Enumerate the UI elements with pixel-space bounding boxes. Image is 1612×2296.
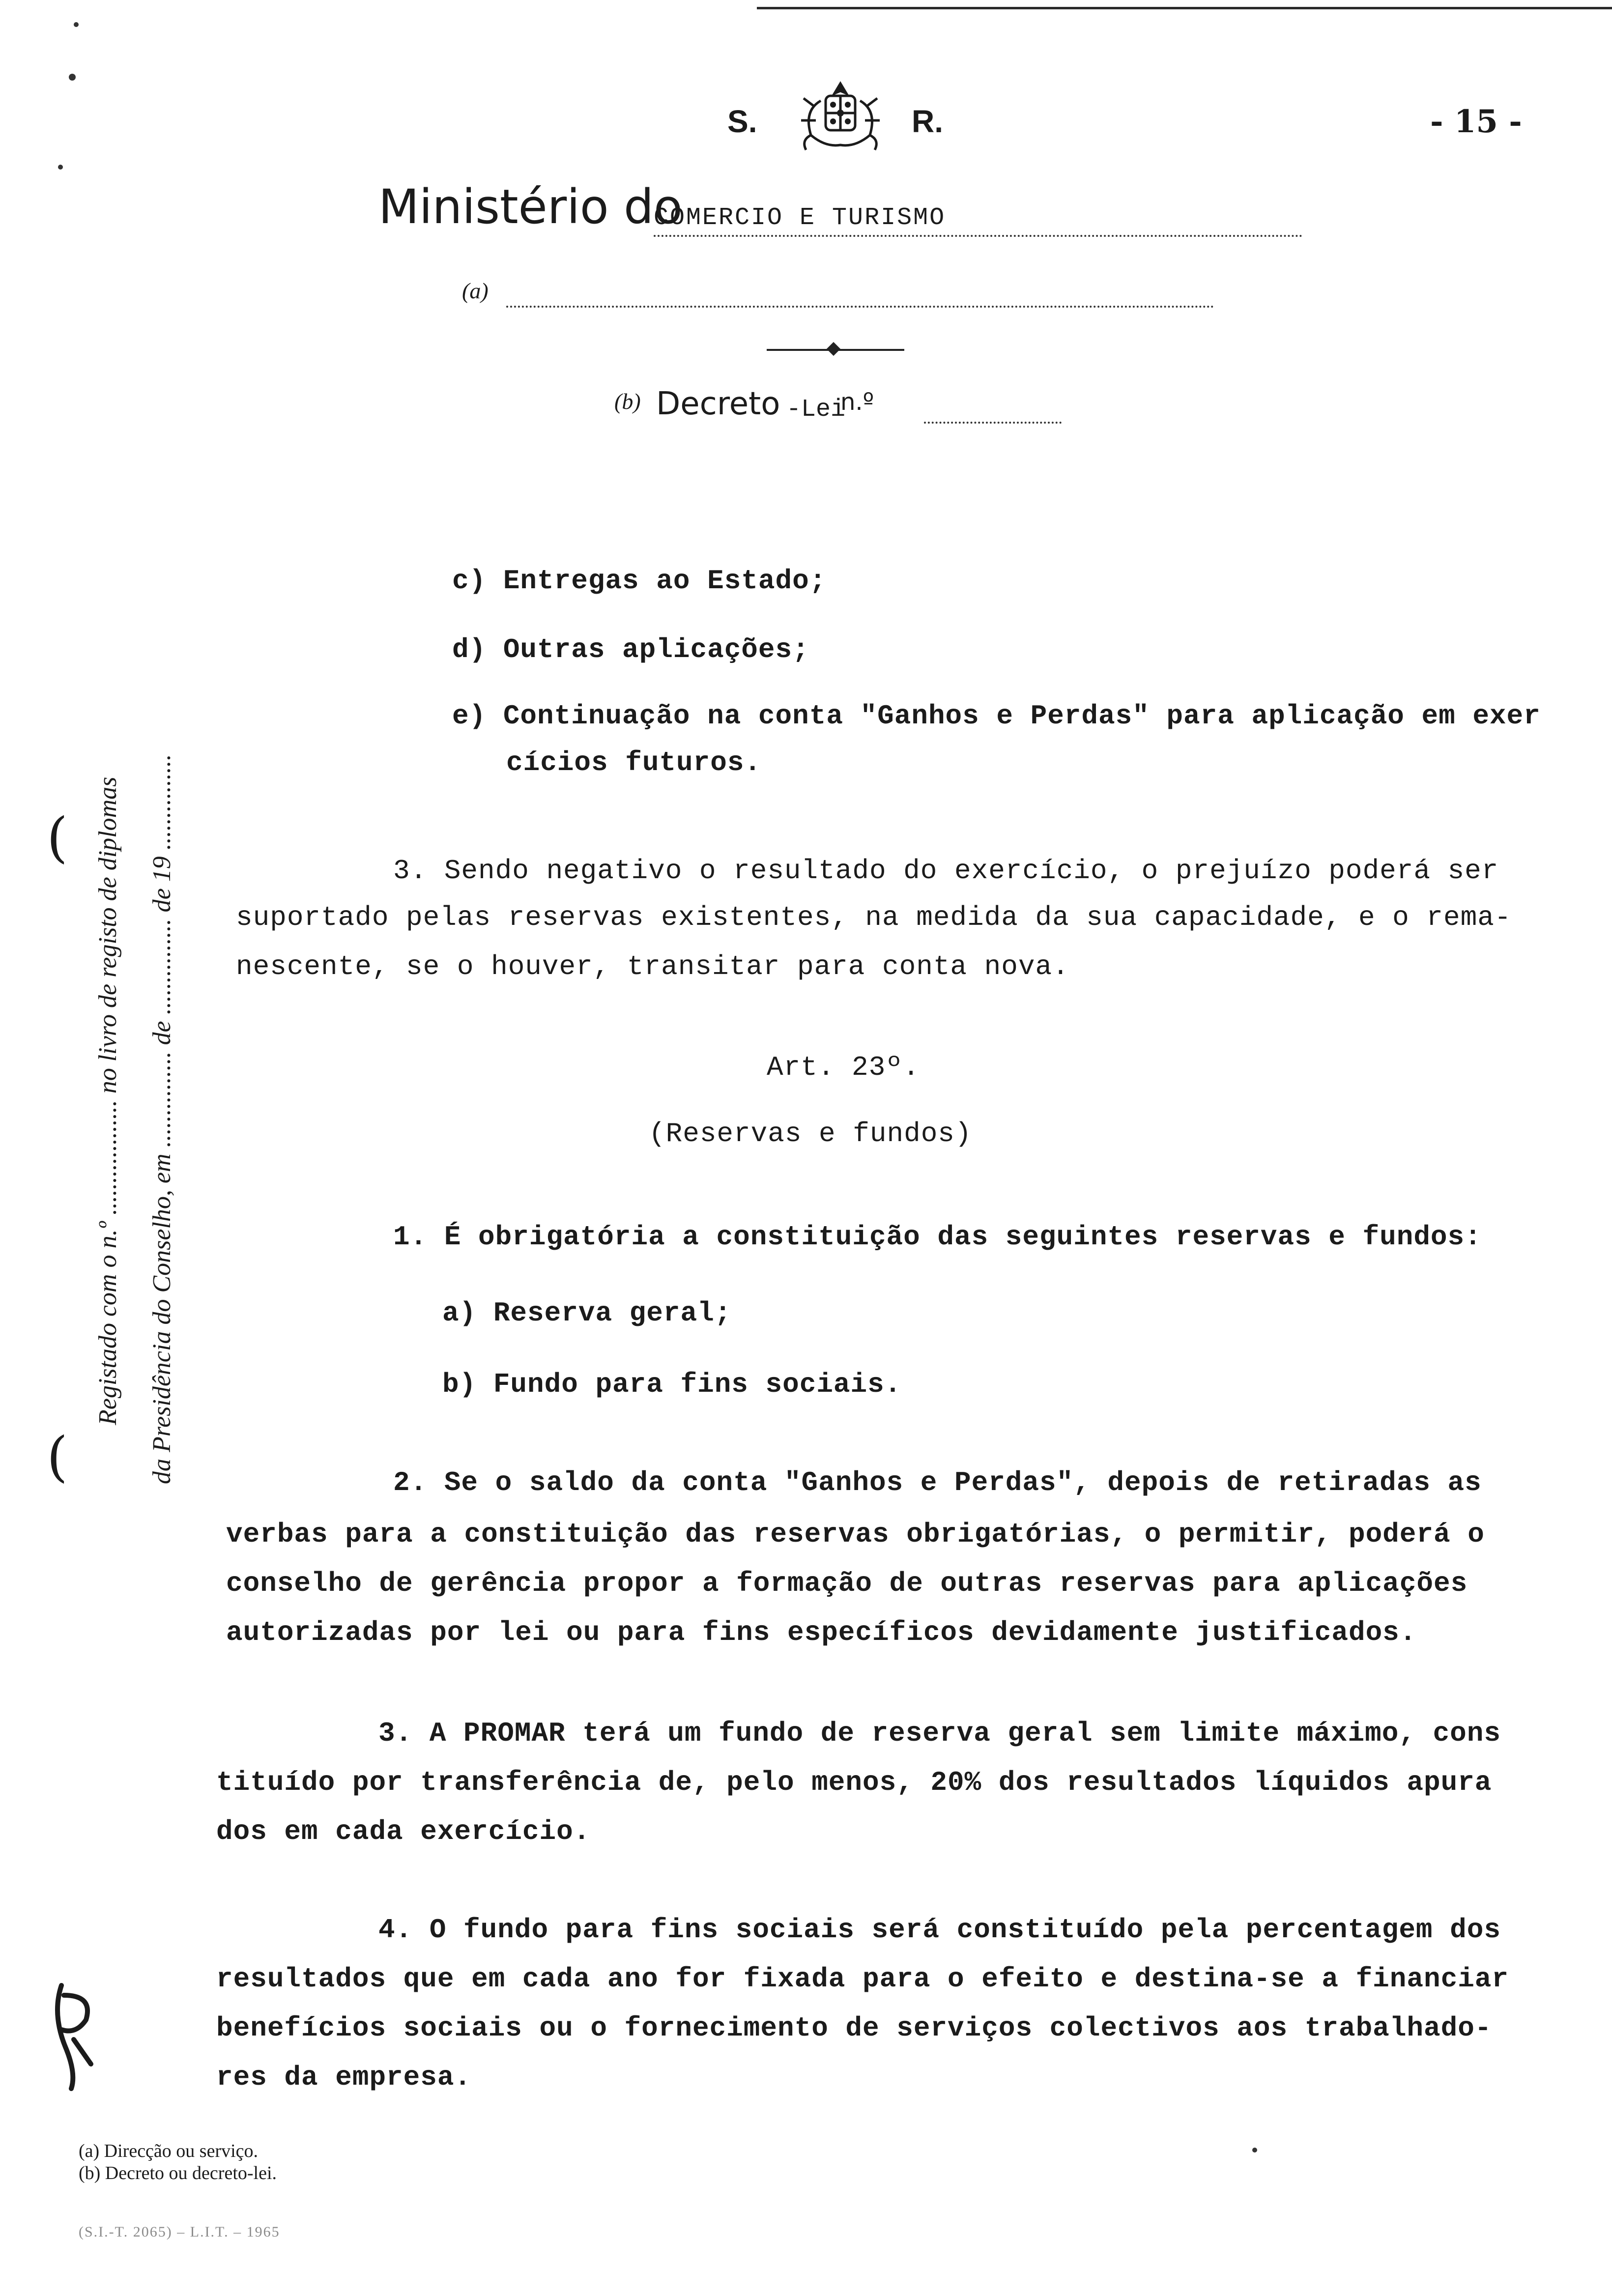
margin-paren-close: ( — [47, 1425, 68, 1488]
para-2-line2: verbas para a constituição das reservas obrigatórias, o permitir, poderá o — [226, 1519, 1485, 1550]
para-4-line2: resultados que em cada ano for fixada para o efeito e destina-se a financiar — [216, 1963, 1509, 1995]
para-3-line1: 3. Sendo negativo o resultado do exercício, o prejuízo poderá ser — [393, 855, 1499, 887]
header-letter-s: S. — [727, 104, 757, 139]
separator-diamond-icon — [827, 342, 840, 356]
coat-of-arms-icon — [791, 76, 890, 157]
article-title: Art. 23º. — [767, 1052, 920, 1083]
footnote-a: (a) Direcção ou serviço. — [79, 2141, 259, 2161]
para-3b-line1: 3. A PROMAR terá um fundo de reserva geral sem limite máximo, cons — [378, 1718, 1501, 1749]
para-4-line4: res da empresa. — [216, 2062, 472, 2093]
article-subtitle: (Reservas e fundos) — [649, 1118, 972, 1149]
item-e-line1: e) Continuação na conta "Ganhos e Perdas" para aplicação em exer — [452, 700, 1541, 732]
ministry-dotted-line — [654, 235, 1302, 237]
item-d: d) Outras aplicações; — [452, 634, 809, 665]
field-a-label: (a) — [462, 278, 489, 303]
page-number: - 15 - — [1430, 103, 1522, 140]
para-2-line3: conselho de gerência propor a formação de outras reservas para aplicações — [226, 1568, 1468, 1599]
decreto-lei-suffix: -Lei — [786, 396, 846, 424]
speck — [58, 165, 63, 170]
para-3-line2: suportado pelas reservas existentes, na medida da sua capacidade, e o rema- — [236, 902, 1512, 933]
decreto-number-label: n.º — [840, 388, 874, 416]
ministry-name: COMERCIO E TURISMO — [654, 204, 946, 232]
ministerio-prefix: do — [624, 179, 683, 234]
speck — [69, 74, 76, 81]
decreto-label: Decreto — [656, 386, 780, 422]
para-4-line1: 4. O fundo para fins sociais será constituído pela percentagem dos — [378, 1914, 1501, 1946]
ministerio-heading — [378, 179, 683, 234]
para-4-line3: benefícios sociais ou o fornecimento de serviços colectivos aos trabalhado- — [216, 2012, 1492, 2044]
ministerio-label: Ministério — [378, 179, 609, 234]
speck — [74, 22, 79, 27]
margin-paren-open: ( — [47, 806, 68, 869]
item-e-line2: cícios futuros. — [506, 747, 762, 778]
item-a: a) Reserva geral; — [442, 1297, 732, 1329]
para-3b-line3: dos em cada exercício. — [216, 1816, 591, 1847]
printer-mark: (S.I.-T. 2065) – L.I.T. – 1965 — [79, 2224, 280, 2240]
margin-note-line2: da Presidência do Conselho, em ............... de ............... de 19 ............... — [148, 754, 176, 1484]
item-b: b) Fundo para fins sociais. — [442, 1369, 902, 1400]
margin-note-line1: Registado com o n.º .................. no livro de registo de diplomas — [94, 776, 122, 1425]
item-c: c) Entregas ao Estado; — [452, 565, 827, 597]
speck — [1252, 2148, 1257, 2152]
para-2-line1: 2. Se o saldo da conta "Ganhos e Perdas", depois de retiradas as — [393, 1467, 1482, 1498]
top-rule — [757, 7, 1612, 9]
para-3-line3: nescente, se o houver, transitar para conta nova. — [236, 951, 1069, 982]
header-letter-r: R. — [912, 104, 943, 139]
handwritten-initials-icon — [47, 1976, 101, 2096]
field-a-dotted-line — [506, 306, 1214, 308]
footnote-b: (b) Decreto ou decreto-lei. — [79, 2163, 277, 2183]
para-1: 1. É obrigatória a constituição das seguintes reservas e fundos: — [393, 1221, 1482, 1253]
para-2-line4: autorizadas por lei ou para fins específicos devidamente justificados. — [226, 1617, 1417, 1648]
para-3b-line2: tituído por transferência de, pelo menos, 20% dos resultados líquidos apura — [216, 1767, 1492, 1798]
decreto-dotted-line — [924, 422, 1062, 424]
field-b-label: (b) — [614, 389, 641, 414]
